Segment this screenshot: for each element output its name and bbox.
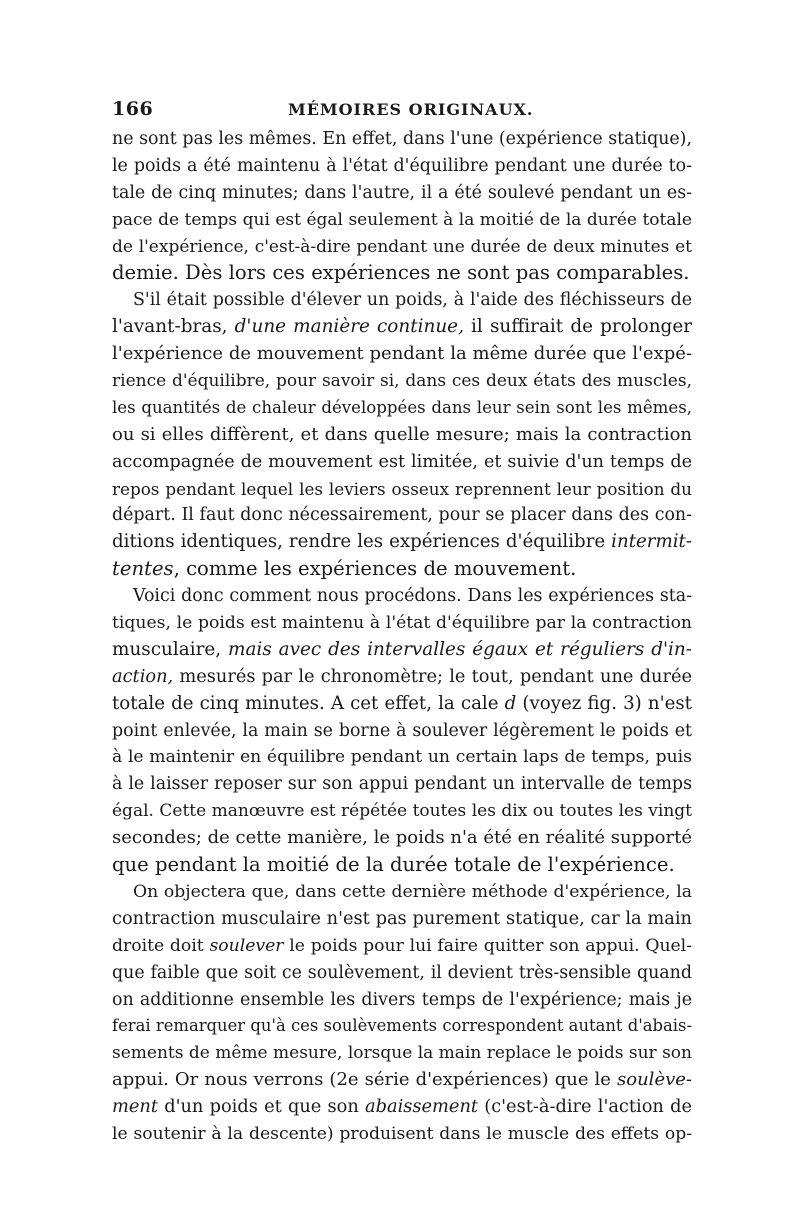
text-segment: que pendant la moitié de la durée totale de l'expérience. [112,853,675,877]
text-segment: droite doit [112,935,210,956]
text-line [112,664,692,691]
text-segment: de l'expérience, c'est-à-dire pendant une durée de deux minutes et [112,236,692,257]
text-line [112,207,692,234]
text-line [112,798,692,825]
text-segment: secondes; de cette manière, le poids n'a été en réalité supporté [112,827,692,849]
text-line [112,744,692,771]
text-line [112,987,692,1014]
text-segment: le poids a été maintenu à l'état d'équilibre pendant une durée to- [112,155,692,176]
text-line [112,610,692,637]
text-segment: le poids pour lui faire quitter son appui. Quel- [283,935,692,956]
text-segment: (voyez fig. 3) n'est [516,692,692,714]
text-segment: à le maintenir en équilibre pendant un certain laps de temps, puis [112,747,692,768]
text-segment: l'avant-bras, [112,316,235,338]
text-segment: on additionne ensemble les divers temps de l'expérience; mais je [112,989,692,1010]
running-title: MÉMOIRES ORIGINAUX. [288,100,534,119]
text-line [112,1094,692,1121]
text-segment: On objectera que, dans cette dernière méthode d'expérience, la [133,881,692,902]
text-line [112,637,692,664]
text-line [112,422,692,449]
text-segment: appui. Or nous verrons (2e série d'expériences) que le [112,1069,618,1091]
text-line [112,933,692,960]
text-line [112,368,692,395]
italic-text: d [504,692,517,714]
text-segment: il suffirait de prolonger [463,316,692,338]
text-segment: ditions identiques, rendre les expériences d'équilibre [112,531,612,553]
text-segment: musculaire, [112,638,229,660]
text-line [112,906,692,933]
text-segment: point enlevée, la main se borne à soulever légèrement le poids et [112,720,692,741]
text-segment: pace de temps qui est égal seulement à la moitié de la durée totale [112,209,692,230]
text-line [112,1067,692,1094]
text-line [112,449,692,476]
italic-text: soulève- [617,1069,692,1091]
text-line [112,180,692,207]
italic-text: intermit- [611,531,692,553]
text-segment: (c'est-à-dire l'action de [478,1096,692,1118]
text-line [112,771,692,798]
text-line [112,234,692,261]
page-header [112,98,682,124]
text-line [112,341,692,368]
italic-text: abaissement [365,1096,479,1118]
text-segment: demie. Dès lors ces expériences ne sont pas comparables. [112,261,690,285]
italic-text: d'une manière continue, [234,316,464,338]
italic-text: action, [112,665,174,687]
text-line [112,529,692,556]
text-line [112,583,692,610]
text-segment: , comme les expériences de mouvement. [173,557,577,581]
text-segment: le soutenir à la descente) produisent dans le muscle des effets op- [112,1123,692,1144]
text-segment: ferai remarquer qu'à ces soulèvements correspondent autant d'abais- [112,1016,692,1036]
text-segment: départ. Il faut donc nécessairement, pour se placer dans des con- [112,505,692,526]
text-segment: contraction musculaire n'est pas purement statique, car la main [112,907,692,929]
italic-text: soulever [209,935,284,956]
text-line [112,960,692,987]
text-segment: rience d'équilibre, pour savoir si, dans ces deux états des muscles, [112,371,692,392]
text-segment: l'expérience de mouvement pendant la même durée que l'expé- [112,343,692,365]
text-line [112,476,692,503]
text-line [112,314,692,341]
italic-text: tentes [112,557,174,581]
text-line [112,1121,692,1148]
text-segment: d'un poids et que son [157,1096,366,1118]
text-segment: tiques, le poids est maintenu à l'état d'équilibre par la contraction [112,613,692,634]
text-segment: ne sont pas les mêmes. En effet, dans l'une (expérience statique), [112,129,692,149]
text-segment: à le laisser reposer sur son appui pendant un intervalle de temps [112,774,692,795]
text-segment: ou si elles diffèrent, et dans quelle mesure; mais la contraction [112,423,692,445]
text-segment: tale de cinq minutes; dans l'autre, il a été soulevé pendant un es- [112,182,692,203]
text-segment: que faible que soit ce soulèvement, il devient très-sensible quand [112,962,692,983]
italic-text: ment [112,1096,158,1118]
text-segment: mesurés par le chronomètre; le tout, pendant une durée [173,665,692,687]
text-segment: égal. Cette manœuvre est répétée toutes les dix ou toutes les vingt [112,801,692,822]
text-line [112,153,692,180]
page-number: 166 [112,98,154,120]
text-line [112,879,692,906]
text-line [112,852,692,879]
text-segment: S'il était possible d'élever un poids, à l'aide des fléchisseurs de [133,290,692,311]
text-line [112,126,692,153]
text-segment: sements de même mesure, lorsque la main replace le poids sur son [112,1043,692,1064]
text-line [112,502,692,529]
italic-text: mais avec des intervalles égaux et réguliers d'in- [228,638,692,660]
text-line [112,718,692,745]
text-line [112,260,692,287]
text-line [112,1040,692,1067]
text-segment: totale de cinq minutes. A cet effet, la cale [112,692,505,714]
text-line [112,1013,692,1040]
text-line [112,691,692,718]
text-line [112,556,692,583]
text-line [112,287,692,314]
body-text [112,126,692,1148]
text-segment: accompagnée de mouvement est limitée, et suivie d'un temps de [112,451,692,472]
text-segment: les quantités de chaleur développées dans leur sein sont les mêmes, [112,397,692,417]
text-segment: repos pendant lequel les leviers osseux reprennent leur position du [112,478,692,499]
text-line [112,395,692,422]
text-segment: Voici donc comment nous procédons. Dans les expériences sta- [133,586,692,607]
text-line [112,825,692,852]
